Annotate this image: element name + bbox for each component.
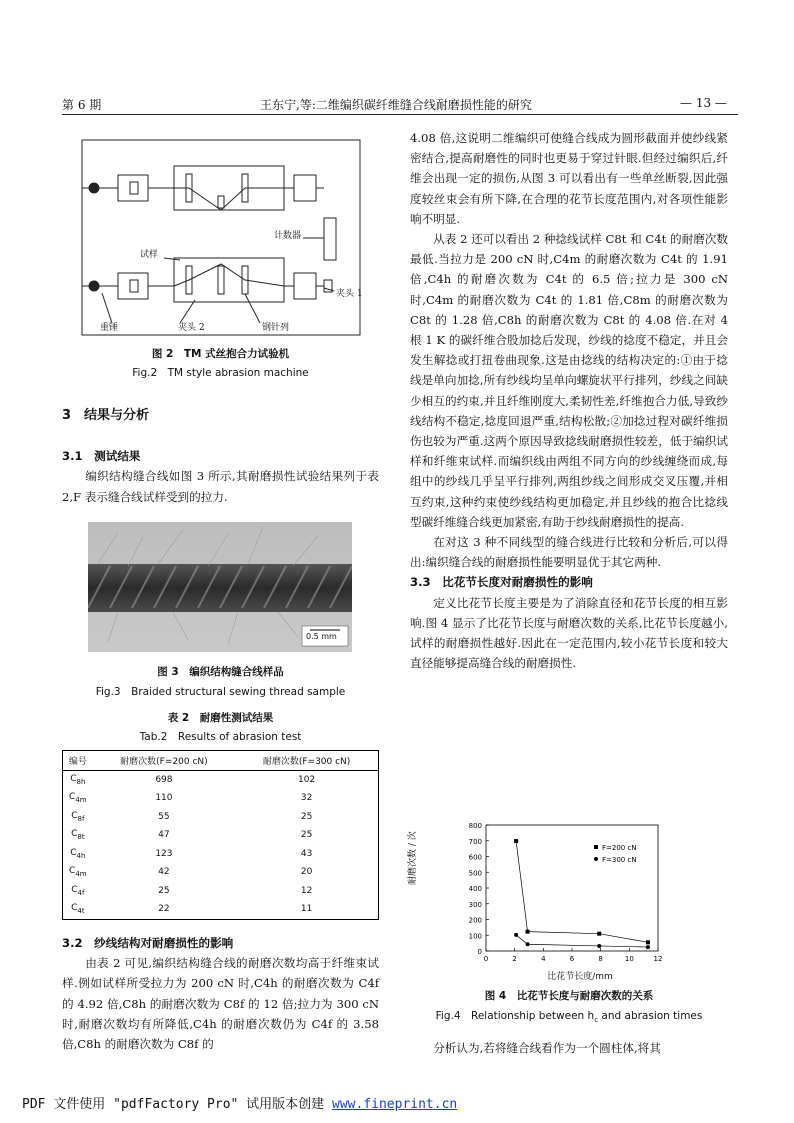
header-page: — 13 — xyxy=(680,96,727,110)
table-cell: 55 xyxy=(158,811,170,822)
header-issue: 第 6 期 xyxy=(62,98,102,112)
paragraph-right-1: 4.08 倍,这说明二维编织可使缝合线成为圆形截面并使纱线紧密结合,提高耐磨性的同时也更易于穿过针眼.但经过编织后,纤维会出现一定的损伤,从图 3 可以看出有一些单丝断裂,因此强度较丝束会有所下降,在合理的花节长度范围内,对各项性能影响不明显. xyxy=(410,131,728,226)
fig3-caption-cn: 图 3 编织结构缝合线样品 xyxy=(157,666,284,678)
table-row xyxy=(63,808,379,827)
y-tick-label: 600 xyxy=(468,853,482,862)
fig4-caption-en-a: Fig.4 Relationship between h xyxy=(435,1010,595,1022)
fig2-label-sample: 试样 xyxy=(140,250,159,260)
paragraph-right-2: 从表 2 还可以看出 2 种捻线试样 C8t 和 C4t 的耐磨次数最低.当拉力是 200 cN 时,C4m 的耐磨次数为 C4t 的 1.91 倍,C4h 的耐磨次数为 C4t 的 6.5 倍;拉力是 300 cN 时,C4m 的耐磨次数为 C4t 的 1.81 倍,C8m 的耐磨次数为 C8t 的 1.28 倍,C8h 的耐磨次数为 C8t 的 4.08 倍.在对 4 根 1 K 的碳纤维合股加捻后发现，纱线的捻度不稳定，并且会发生解捻或打扭卷曲现象.这是由捻线的结构决定的:①由于捻线是单向加捻,所有纱线均呈单向螺旋状平行排列，纱线之间缺少相互的约束,并且纤维刚度大,柔韧性差,纤维抱合力低,导致纱线结构不稳定,捻度回退严重,结构松散;②加捻过程对碳纤维损伤也较为严重.这两个原因导致捻线耐磨损性较差，低于编织试样和纤维束试样.而编织线由两组不同方向的纱线缠绕而成,每组中的纱线几乎呈平行排列,两组纱线之间形成交叉压覆,并相互约束,这种约束使纱线结构更加稳定,并且纱线的抱合比捻线型碳纤维缝合线更加紧密,有助于纱线耐磨损性的提高. xyxy=(410,232,728,529)
series-line xyxy=(516,935,648,947)
sample-id-cell: $C_{8h}$ xyxy=(70,773,86,786)
table-cell: 25 xyxy=(158,885,170,896)
y-tick-label: 500 xyxy=(468,869,482,878)
y-tick-label: 700 xyxy=(468,837,482,846)
table2 xyxy=(62,750,379,920)
y-tick-label: 200 xyxy=(468,916,482,925)
fig2-caption-en: Fig.2 TM style abrasion machine xyxy=(132,367,309,379)
sample-id-cell: $C_{4t}$ xyxy=(71,903,85,916)
table-cell: 25 xyxy=(300,830,313,841)
left-text-bottom xyxy=(62,933,379,1054)
table-cell: 698 xyxy=(155,774,173,785)
x-tick-label: 10 xyxy=(624,955,634,963)
table-cell: 32 xyxy=(300,793,313,804)
x-tick-label: 6 xyxy=(569,955,575,963)
y-tick-label: 400 xyxy=(468,885,482,893)
fig3-scale-label: 0.5 mm xyxy=(306,632,337,641)
table-cell: 20 xyxy=(300,867,313,878)
data-point-square xyxy=(526,930,530,934)
data-point-square xyxy=(646,940,650,944)
y-tick-label: 300 xyxy=(468,900,482,909)
fig4-chart xyxy=(410,815,728,985)
table-row xyxy=(63,882,379,901)
data-point-square xyxy=(514,839,518,843)
sample-id-cell: $C_{4m}$ xyxy=(69,866,87,879)
left-text-block xyxy=(62,406,379,507)
legend-marker xyxy=(594,857,598,861)
x-tick-label: 2 xyxy=(512,955,517,963)
y-tick-label: 0 xyxy=(477,948,482,956)
table-cell: 22 xyxy=(158,904,170,915)
fig2-label-clamp1: 夹头 1 xyxy=(336,289,363,299)
data-point-circle xyxy=(526,942,530,946)
paragraph-3-1: 编织结构缝合线如图 3 所示,其耐磨损性试验结果列于表 2,F 表示缝合线试样受到的拉力. xyxy=(62,469,379,504)
sample-id-cell: $C_{4f}$ xyxy=(71,884,85,897)
header-title: 王东宁,等:二维编织碳纤维缝合线耐磨损性能的研究 xyxy=(260,98,532,112)
table-header-cell: 编号 xyxy=(68,756,87,767)
table-row xyxy=(63,845,379,864)
legend-label: F=300 cN xyxy=(602,856,637,864)
table-header-cell: 耐磨次数(F=300 cN) xyxy=(262,756,351,767)
pdf-footer xyxy=(22,1093,457,1112)
fig4-caption-en-sub: c xyxy=(594,1016,599,1025)
fig2-label-clamp2: 夹头 2 xyxy=(178,323,205,333)
table-row xyxy=(63,789,379,808)
table-header-cell: 耐磨次数(F=200 cN) xyxy=(120,756,208,767)
table-cell: 43 xyxy=(300,848,313,859)
fig2-label-weight: 重锤 xyxy=(100,323,119,333)
table-cell: 123 xyxy=(155,848,173,859)
table-row xyxy=(63,900,379,919)
x-tick-label: 12 xyxy=(653,955,663,963)
header-rule xyxy=(62,114,738,115)
fig4-xlabel: 比花节长度/mm xyxy=(547,972,613,982)
data-point-circle xyxy=(597,944,601,948)
sample-id-cell: $C_{8t}$ xyxy=(71,829,85,842)
table-cell: 47 xyxy=(158,830,170,841)
right-text-bottom xyxy=(410,1038,728,1058)
fig2-diagram xyxy=(62,128,382,346)
paragraph-3-2: 由表 2 可见,编织结构缝合线的耐磨次数均高于纤维束试样.例如试样所受拉力为 200 cN 时,C4h 的耐磨次数为 C4f 的 4.92 倍,C8h 的耐磨次数为 C8f 的 12 倍;拉力为 300 cN 时,耐磨次数均有所降低,C4h 的耐磨次数仍为 C4f 的 3.58 倍,C8h 的耐磨次数为 C8f 的 xyxy=(62,956,379,1052)
table-cell: 25 xyxy=(300,811,313,822)
fig2-label-pins: 钢针列 xyxy=(262,323,290,333)
footer-link[interactable]: www.fineprint.cn xyxy=(332,1097,458,1112)
paragraph-right-3: 在对这 3 种不同线型的缝合线进行比较和分析后,可以得出:编织缝合线的耐磨损性能要明显优于其它两种. xyxy=(410,535,728,570)
fig4-caption-en-b: and abrasion times xyxy=(598,1010,703,1022)
y-tick-label: 100 xyxy=(468,932,482,941)
table-cell: 110 xyxy=(155,793,173,804)
fig4-caption-en xyxy=(410,1008,728,1024)
x-tick-label: 0 xyxy=(483,955,489,963)
sample-id-cell: $C_{4h}$ xyxy=(70,847,86,860)
fig4-ylabel: 耐磨次数 / 次 xyxy=(408,831,418,885)
data-point-circle xyxy=(514,933,518,937)
fig4-caption-cn: 图 4 比花节长度与耐磨次数的关系 xyxy=(484,990,654,1002)
table-row xyxy=(63,863,379,882)
footer-text: PDF 文件使用 "pdfFactory Pro" 试用版本创建 xyxy=(22,1097,333,1112)
paragraph-right-4: 定义比花节长度主要是为了消除直径和花节长度的相互影响.图 4 显示了比花节长度与耐磨次数的关系,比花节长度越小,试样的耐磨损性越好.因此在一定范围内,较小花节长度和较大直径能够提高缝合线的耐磨损性. xyxy=(410,595,728,671)
sample-id-cell: $C_{4m}$ xyxy=(69,792,87,805)
subsection-3-2: 3.2 纱线结构对耐磨损性的影响 xyxy=(62,936,234,950)
table-row xyxy=(63,770,379,789)
legend-label: F=200 cN xyxy=(602,844,637,852)
y-tick-label: 800 xyxy=(468,822,482,830)
table-cell: 102 xyxy=(297,774,316,785)
table-cell: 42 xyxy=(158,867,170,878)
table2-title-cn: 表 2 耐磨性测试结果 xyxy=(167,712,274,724)
fig2-label-counter: 计数器 xyxy=(274,231,302,241)
fig3-caption-en: Fig.3 Braided structural sewing thread sample xyxy=(95,686,346,698)
subsection-3-1: 3.1 测试结果 xyxy=(62,449,141,464)
section-heading: 3 结果与分析 xyxy=(62,408,150,423)
table-header-row xyxy=(63,751,379,771)
data-point-circle xyxy=(646,945,650,949)
right-text-block xyxy=(410,128,728,673)
table2-title-en: Tab.2 Results of abrasion test xyxy=(139,731,302,743)
subsection-3-3: 3.3 比花节长度对耐磨损性的影响 xyxy=(410,575,593,590)
table-cell: 12 xyxy=(300,885,313,896)
table-row xyxy=(63,826,379,845)
data-point-square xyxy=(597,932,601,936)
paragraph-right-5: 分析认为,若将缝合线看作为一个圆柱体,将其 xyxy=(433,1041,661,1055)
sample-id-cell: $C_{8f}$ xyxy=(71,810,85,823)
table-cell: 11 xyxy=(300,904,313,915)
x-tick-label: 4 xyxy=(541,955,546,963)
x-tick-label: 8 xyxy=(598,955,603,963)
fig2-caption-cn: 图 2 TM 式丝抱合力试验机 xyxy=(151,348,290,360)
legend-marker xyxy=(594,845,598,849)
